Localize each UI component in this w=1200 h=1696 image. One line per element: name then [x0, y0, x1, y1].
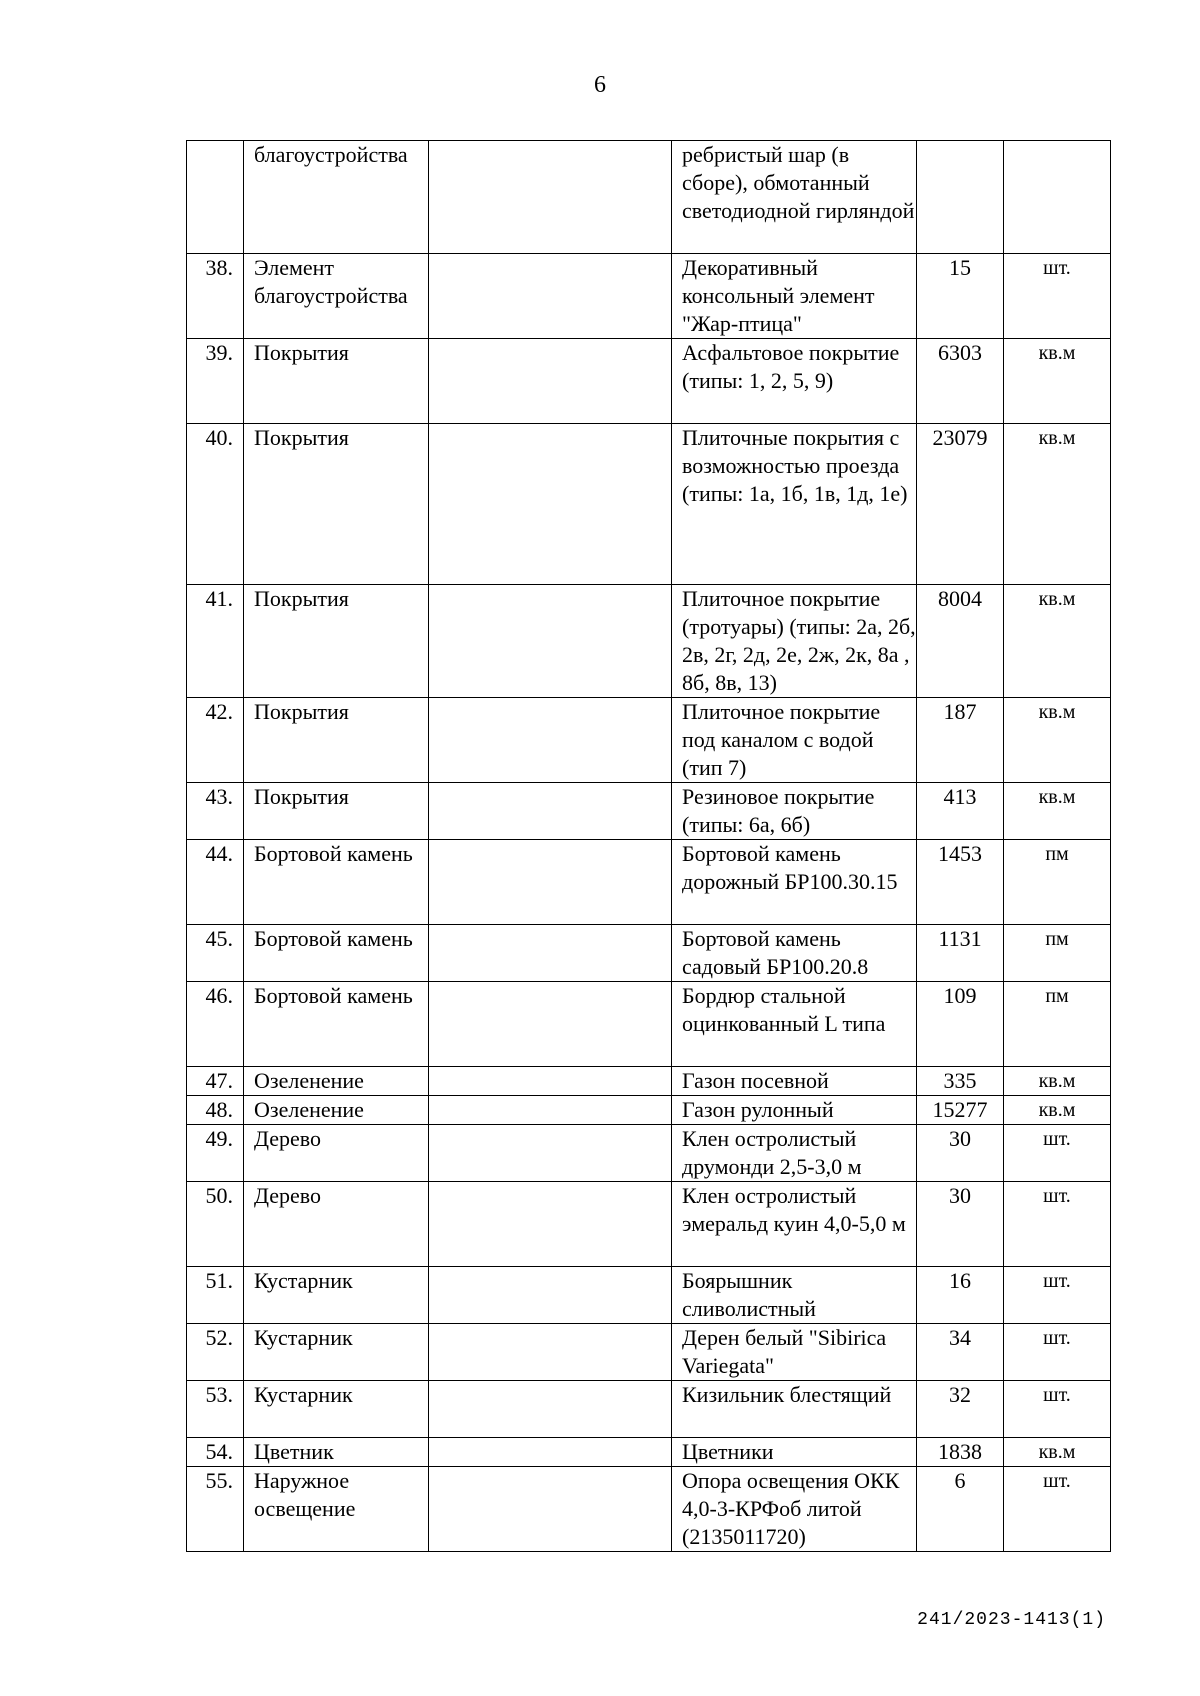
empty-cell [429, 1467, 672, 1552]
table-row [187, 1096, 1111, 1125]
item-quantity: 1838 [917, 1438, 1004, 1467]
empty-cell [429, 141, 672, 254]
table-body [187, 141, 1111, 1552]
item-unit: шт. [1004, 254, 1111, 339]
item-description: Декоративный консольный элемент "Жар-птица" [672, 254, 917, 339]
item-category: Наружное освещение [244, 1467, 429, 1552]
item-category: Дерево [244, 1182, 429, 1267]
table-row [187, 585, 1111, 698]
table-row [187, 1324, 1111, 1381]
item-description: Дерен белый "Sibirica Variegata" [672, 1324, 917, 1381]
item-category: Покрытия [244, 585, 429, 698]
row-number: 40. [187, 424, 244, 585]
item-category: Озеленение [244, 1096, 429, 1125]
empty-cell [429, 1182, 672, 1267]
item-quantity: 6 [917, 1467, 1004, 1552]
item-quantity: 32 [917, 1381, 1004, 1438]
item-unit: кв.м [1004, 783, 1111, 840]
table-row [187, 840, 1111, 925]
item-category: Цветник [244, 1438, 429, 1467]
table-row [187, 1125, 1111, 1182]
row-number: 44. [187, 840, 244, 925]
item-quantity: 34 [917, 1324, 1004, 1381]
table-row [187, 254, 1111, 339]
row-number: 54. [187, 1438, 244, 1467]
table-row [187, 1267, 1111, 1324]
item-category: Бортовой камень [244, 840, 429, 925]
item-quantity: 1131 [917, 925, 1004, 982]
item-quantity: 187 [917, 698, 1004, 783]
item-unit: кв.м [1004, 424, 1111, 585]
item-unit: кв.м [1004, 1067, 1111, 1096]
item-unit: шт. [1004, 1182, 1111, 1267]
empty-cell [429, 339, 672, 424]
table-row [187, 1182, 1111, 1267]
item-description: Газон посевной [672, 1067, 917, 1096]
item-description: Плиточное покрытие (тротуары) (типы: 2а, 2б, 2в, 2г, 2д, 2е, 2ж, 2к, 8а , 8б, 8в, 13) [672, 585, 917, 698]
item-unit: кв.м [1004, 585, 1111, 698]
row-number: 45. [187, 925, 244, 982]
item-description: Резиновое покрытие (типы: 6а, 6б) [672, 783, 917, 840]
empty-cell [429, 1096, 672, 1125]
item-description: Газон рулонный [672, 1096, 917, 1125]
item-unit: шт. [1004, 1467, 1111, 1552]
document-code: 241/2023-1413(1) [917, 1610, 1106, 1630]
item-description: Асфальтовое покрытие (типы: 1, 2, 5, 9) [672, 339, 917, 424]
table-row [187, 424, 1111, 585]
empty-cell [429, 840, 672, 925]
row-number: 55. [187, 1467, 244, 1552]
item-description: Клен остролистый эмеральд куин 4,0-5,0 м [672, 1182, 917, 1267]
empty-cell [429, 1267, 672, 1324]
row-number: 49. [187, 1125, 244, 1182]
item-unit: шт. [1004, 1267, 1111, 1324]
item-description: Цветники [672, 1438, 917, 1467]
item-description: Опора освещения ОКК 4,0-3-КРФоб литой (2135011720) [672, 1467, 917, 1552]
item-category: Кустарник [244, 1267, 429, 1324]
item-unit: кв.м [1004, 698, 1111, 783]
item-unit: кв.м [1004, 339, 1111, 424]
item-unit: пм [1004, 982, 1111, 1067]
item-description: Клен остролистый друмонди 2,5-3,0 м [672, 1125, 917, 1182]
item-unit [1004, 141, 1111, 254]
empty-cell [429, 585, 672, 698]
empty-cell [429, 424, 672, 585]
item-category: Элемент благоустройства [244, 254, 429, 339]
item-description: Бортовой камень садовый БР100.20.8 [672, 925, 917, 982]
item-category: Кустарник [244, 1324, 429, 1381]
table-row [187, 783, 1111, 840]
empty-cell [429, 1125, 672, 1182]
item-description: Плиточные покрытия с возможностью проезда (типы: 1а, 1б, 1в, 1д, 1е) [672, 424, 917, 585]
item-category: Бортовой камень [244, 982, 429, 1067]
row-number: 38. [187, 254, 244, 339]
item-unit: пм [1004, 840, 1111, 925]
table-row [187, 339, 1111, 424]
row-number: 43. [187, 783, 244, 840]
row-number: 50. [187, 1182, 244, 1267]
item-description: Плиточное покрытие под каналом с водой (тип 7) [672, 698, 917, 783]
item-quantity: 15277 [917, 1096, 1004, 1125]
table-row [187, 698, 1111, 783]
row-number [187, 141, 244, 254]
item-unit: кв.м [1004, 1096, 1111, 1125]
item-unit: шт. [1004, 1324, 1111, 1381]
items-table [186, 140, 1111, 1552]
table-row [187, 982, 1111, 1067]
item-category: благоустройства [244, 141, 429, 254]
table-row [187, 1381, 1111, 1438]
item-quantity: 30 [917, 1182, 1004, 1267]
item-category: Покрытия [244, 783, 429, 840]
table-row [187, 925, 1111, 982]
item-quantity: 30 [917, 1125, 1004, 1182]
item-quantity: 413 [917, 783, 1004, 840]
item-unit: пм [1004, 925, 1111, 982]
item-category: Покрытия [244, 339, 429, 424]
row-number: 48. [187, 1096, 244, 1125]
item-unit: шт. [1004, 1125, 1111, 1182]
item-category: Озеленение [244, 1067, 429, 1096]
empty-cell [429, 254, 672, 339]
item-unit: шт. [1004, 1381, 1111, 1438]
row-number: 46. [187, 982, 244, 1067]
item-quantity: 6303 [917, 339, 1004, 424]
empty-cell [429, 925, 672, 982]
item-description: Кизильник блестящий [672, 1381, 917, 1438]
item-quantity: 8004 [917, 585, 1004, 698]
row-number: 47. [187, 1067, 244, 1096]
empty-cell [429, 1067, 672, 1096]
row-number: 52. [187, 1324, 244, 1381]
item-category: Покрытия [244, 424, 429, 585]
row-number: 42. [187, 698, 244, 783]
table-row [187, 1438, 1111, 1467]
empty-cell [429, 698, 672, 783]
empty-cell [429, 1324, 672, 1381]
empty-cell [429, 783, 672, 840]
table-row [187, 1067, 1111, 1096]
item-description: Бордюр стальной оцинкованный L типа [672, 982, 917, 1067]
item-quantity: 335 [917, 1067, 1004, 1096]
row-number: 51. [187, 1267, 244, 1324]
item-unit: кв.м [1004, 1438, 1111, 1467]
item-quantity: 16 [917, 1267, 1004, 1324]
page-number: 6 [594, 72, 606, 98]
row-number: 39. [187, 339, 244, 424]
item-quantity: 1453 [917, 840, 1004, 925]
item-category: Покрытия [244, 698, 429, 783]
item-category: Дерево [244, 1125, 429, 1182]
table-row [187, 141, 1111, 254]
row-number: 53. [187, 1381, 244, 1438]
item-category: Бортовой камень [244, 925, 429, 982]
item-description: ребристый шар (в сборе), обмотанный светодиодной гирляндой [672, 141, 917, 254]
item-quantity: 109 [917, 982, 1004, 1067]
item-quantity [917, 141, 1004, 254]
empty-cell [429, 982, 672, 1067]
item-quantity: 15 [917, 254, 1004, 339]
table-row [187, 1467, 1111, 1552]
empty-cell [429, 1438, 672, 1467]
item-category: Кустарник [244, 1381, 429, 1438]
empty-cell [429, 1381, 672, 1438]
row-number: 41. [187, 585, 244, 698]
item-description: Боярышник сливолистный [672, 1267, 917, 1324]
item-quantity: 23079 [917, 424, 1004, 585]
item-description: Бортовой камень дорожный БР100.30.15 [672, 840, 917, 925]
